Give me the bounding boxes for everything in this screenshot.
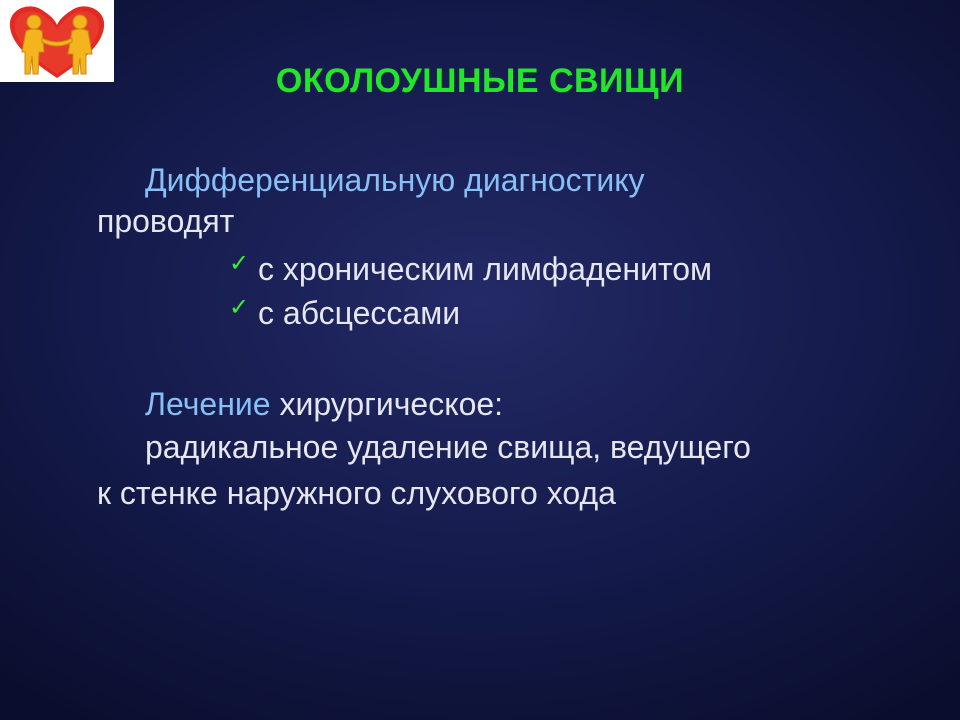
checkmark-icon: ✓ — [229, 293, 250, 321]
treatment-description-line1: радикальное удаление свища, ведущего — [145, 429, 751, 465]
diff-intro-line2: проводят — [97, 203, 235, 239]
diff-item-chronic-lymphadenitis: с хроническим лимфаденитом — [258, 251, 713, 287]
treatment-label: Лечение — [145, 386, 271, 422]
diff-item-abscesses: с абсцессами — [258, 295, 461, 331]
treatment-value: хирургическое: — [270, 386, 504, 422]
slide-title: ОКОЛОУШНЫЕ СВИЩИ — [275, 62, 685, 100]
diff-intro-line1: Дифференциальную диагностику — [145, 162, 645, 198]
treatment-line — [145, 384, 503, 424]
treatment-description-line2: к стенке наружного слухового хода — [97, 475, 616, 511]
checkmark-icon: ✓ — [229, 249, 250, 277]
